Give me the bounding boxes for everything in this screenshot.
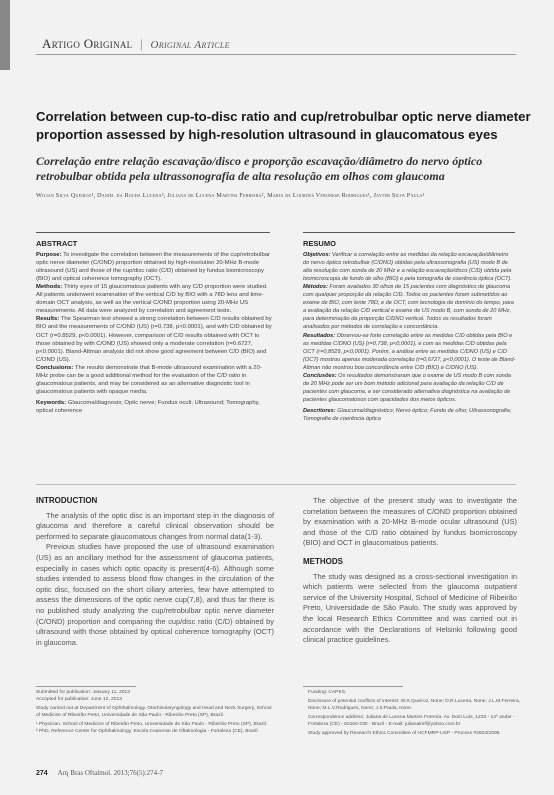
- footnote-funding: Funding: CAPES.: [308, 690, 347, 695]
- abstract-results: Results: The Spearman test showed a strong correlation between C/D results obtained by BIO and the measurements of C/OND (US) (r=0.738, p<0.0001), and with C/D obtained by OCT (r=0.8529, p<0.0001). However, comparison of C/D results obtained with OCT to those obtained by with C/OND (US) showed only a moderate correlation (r=0.6727, p<0.0001). Bland-Altman analysis did not show good agreement between C/D (BIO) and C/OND (US).: [36, 316, 272, 363]
- author-list: Wilian Silva Queiroz¹, Daniel da Rocha Lucena², Juliana de Lucena Martins Ferreira², Maria de Lourdes Veronese Rodrigues¹, Jayter Silva Paula¹: [36, 192, 425, 199]
- footnote-rule-right: [303, 686, 403, 687]
- resumo-rule: [303, 232, 515, 233]
- footnote-affiliation-2: ² PhD, Reference Center for Ophthalmology, Escola Cearense de Oftalmologia - Fortaleza (CE), Brazil.: [36, 728, 259, 734]
- section-divider: [36, 484, 516, 485]
- page-number: 274: [36, 770, 48, 777]
- abstract-conclusions: Conclusions: The results demonstrate that B-mode ultrasound examination with a 20-MHz probe can be a good additional method for the evaluation of the C/D ratio in glaucomatous patients, and may be considered as an alternative diagnostic tool in glaucomatous patients with opaque media.: [36, 364, 262, 395]
- abstract-keywords: Keywords: Glaucoma/diagnosis; Optic nerve; Fundus oculi; Ultrasound; Tomography, optical coherence: [36, 399, 260, 414]
- section-label-en: Artigo Original: [42, 36, 133, 51]
- footnote-rule-left: [36, 686, 136, 687]
- footnote-affiliation-1: ¹ Physician, School of Medicine of Ribeirão Preto, Universidade de São Paulo - Ribeirão Preto (SP), Brazil.: [36, 721, 268, 727]
- sidebar-tab: [0, 0, 10, 70]
- resumo-heading: RESUMO: [303, 239, 336, 248]
- resumo-descritores: Descritores: Glaucoma/diagnóstico; Nervo óptico; Fundo de olho; Ultrassonografia; Tomografia de coerência óptica: [303, 407, 512, 422]
- article-title-pt: Correlação entre relação escavação/disco e proporção escavação/diâmetro do nervo óptico retrobulbar obtida pela ultrassonografia de alta resolução em olhos com glaucoma: [36, 154, 483, 183]
- introduction-paragraph-2: Previous studies have proposed the use of ultrasound examination (US) as an ancillary method for the assessment of glaucoma patients, especially in cases which optic opacity is present(4-6). Although some studies intended to assess blood flow changes in the circulation of the optic disc, focused on the short ciliary arteries, few have attempted to assess the dimensions of the optic nerve cup(7,8), and thus far there is no published study analyzing the cup/retrobulbar optic nerve diameter (C/OND) proportion and comparing the cup/disc ratio (C/D) obtained by ultrasound with those obtained by optical coherence tomography (OCT) in glaucoma.: [36, 542, 274, 647]
- footnotes-left: [36, 690, 272, 735]
- abstract-purpose: Purpose: To investigate the correlation between the measurements of the cup/retrobulbar optic nerve diameter (C/OND) proportion obtained by high-resolution 20-MHz B-mode ultrasound (US) and those of the cup/disc ratio (C/D) obtained by fundus biomicroscopy (BIO) and optical coherence tomography (OCT).: [36, 252, 271, 283]
- footnote-disclosure: Disclosure of potential conflicts of interest: W.S.Queiroz, None; D.R.Lucena, None; J.L.M.Ferreira, None; M.L.V.Rodrigues, None; J.S.Paula, None.: [308, 698, 521, 711]
- resumo-metodos: Métodos: Foram avaliados 30 olhos de 15 pacientes com diagnóstico de glaucoma com qualquer proporção da relação C/D. Todos os pacientes foram submetidos ao exame de BIO, com lente 78D, e de OCT, com tecnologia de domínio do tempo, para a avaliação da relação C/D vertical e exame de US modo B, com sonda de 20 MHz, para determinação da proporção C/DNO vertical. Todos os resultados foram analisados por métodos de correlação e concordância.: [303, 284, 514, 331]
- abstract-block: [36, 240, 272, 415]
- resumo-resultados: Resultados: Observou-se forte correlação entre as medidas C/D obtidas pela BIO e as medidas C/DNO (US) (r=0,738, p<0,0001), e com as medidas C/D obtidas pela OCT (r=0,8529, p<0,0001). Porém, a análise entre as medidas C/DNO (US) e C/D (OCT) mostrou apenas moderada correlação (r=0,6727, p<0,0001). O teste de Bland-Altman não mostrou boa concordância entre C/D (BIO) e C/DNO (US).: [303, 332, 516, 371]
- right-body-column: [303, 496, 517, 646]
- resumo-block: [303, 240, 516, 423]
- section-separator: |: [140, 36, 143, 51]
- footnote-study-location: Study carried out at Department of Ophthalmology, Otorhinolaryngology and Head and Neck Surgery, School of Medicine of Ribeirão Preto, Universidade de São Paulo - Ribeirão Preto (SP), Brazil.: [36, 705, 272, 718]
- resumo-conclusoes: Conclusões: Os resultados demonstraram que o exame de US modo B com sonda de 20 MHz pode ser um bom método adicional para avaliação da relação C/D de pacientes com glaucoma, e ser considerado alternativa diagnóstica na avaliação de pacientes glaucomatosos com opacidades dos meios ópticos.: [303, 372, 512, 403]
- introduction-paragraph-1: The analysis of the optic disc is an important step in the diagnosis of glaucoma and therefore a careful clinical observation should be performed to separate glaucomatous changes from normal data(1-3).: [36, 510, 274, 541]
- footnote-accepted: Accepted for publication: June 12, 2013: [36, 696, 122, 702]
- page-footer: [36, 769, 163, 777]
- objective-paragraph: The objective of the present study was to investigate the correlation between the measures of C/OND proportion obtained by examination with a 20-MHz B-mode ocular ultrasound (US) and those of the C/D ratio obtained by fundus biomicroscopy (BIO) and OCT in glaucomatous patients.: [303, 496, 517, 548]
- footnote-submitted: Submitted for publication: January 11, 2013: [36, 690, 130, 695]
- journal-citation: Arq Bras Oftalmol. 2013;76(5):274-7: [57, 769, 164, 777]
- footnote-correspondence: Correspondence address: Juliana de Lucena Martins Ferreira. Av. Dom Luís, 1233 - 14º andar - Fortaleza (CE) - 60160-230 - Brazil - E-mail: julianalmf@yahoo.com.br: [308, 714, 515, 727]
- methods-paragraph: The study was designed as a cross-sectional investigation in which patients were selected from the glaucoma outpatient service of the University Hospital, School of Medicine of Ribeirão Preto, Universidade de São Paulo. The study was approved by the local Research Ethics Committee and was carried out in accordance with the Declarations of Helsinki following good clinical practice guidelines.: [303, 571, 517, 645]
- header-rule: [36, 54, 516, 55]
- footnotes-right: [308, 690, 522, 737]
- methods-heading: METHODS: [303, 556, 343, 566]
- resumo-objetivos: Objetivos: Verificar a correlação entre as medidas da relação escavação/diâmetro do nervo óptico retrobulbar (C/DNO) obtidas pela ultrassonografia (US) modo B de alta resolução com sonda de 20 MHz e a relação escavação/disco (C/D) obtida pela biomicroscopia de fundo de olho (BIO) e pela tomografia de coerência óptica (OCT).: [303, 252, 512, 283]
- abstract-heading: ABSTRACT: [36, 239, 78, 248]
- introduction-column: [36, 496, 274, 648]
- abstract-rule: [36, 232, 270, 233]
- introduction-heading: INTRODUCTION: [36, 496, 98, 505]
- footnote-ethics: Study approved by Research Ethics Committee of HCFMRP-USP - Process #2603/2008.: [308, 730, 501, 736]
- abstract-methods: Methods: Thirty eyes of 15 glaucomatous patients with any C/D proportion were studied. All patients underwent examination of the vertical C/D by BIO with a 78D lens and time-domain OCT analysis, as well as the vertical C/OND proportion using 20-MHz US measurements. All data were analyzed by correlation and agreement tests.: [36, 284, 268, 315]
- article-title-en: Correlation between cup-to-disc ratio and cup/retrobulbar optic nerve diameter proportion assessed by high-resolution ultrasound in glaucomatous eyes: [36, 109, 531, 142]
- section-label-pt: Original Article: [150, 39, 230, 51]
- section-tag: [42, 36, 230, 52]
